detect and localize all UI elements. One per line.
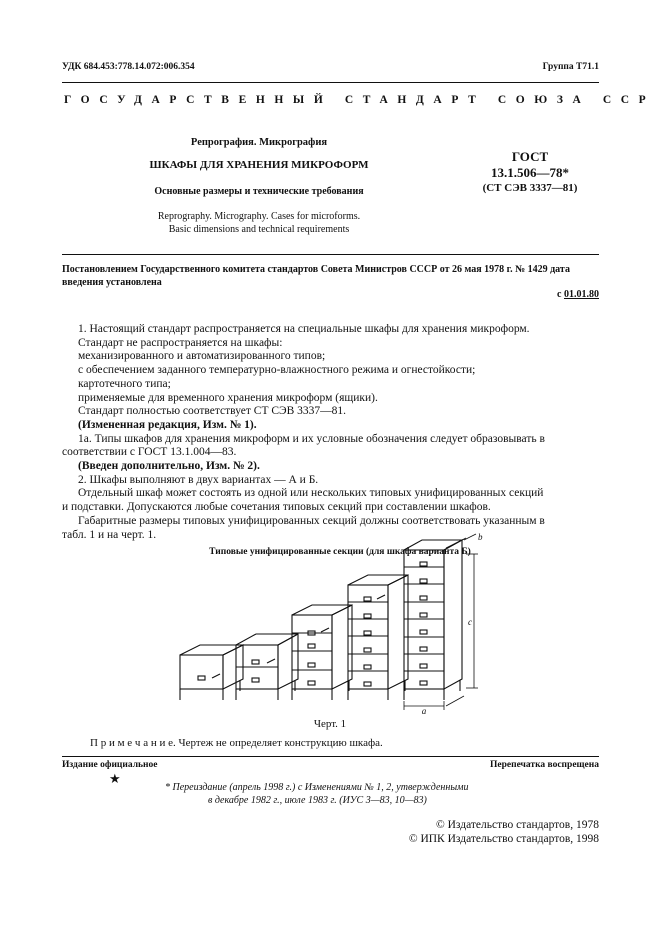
body-line: механизированного и автоматизированного типов;: [78, 350, 326, 363]
cabinet-4-sections: [292, 605, 352, 700]
paragraph-1a: 1а. Типы шкафов для хранения микроформ и их условные обозначения следует образовывать в: [78, 432, 545, 445]
udk-code: УДК 684.453:778.14.072:006.354: [62, 62, 195, 72]
reissue-note-line1: * Переиздание (апрель 1998 г.) с Изменениями № 1, 2, утвержденными: [165, 782, 469, 793]
body-line: применяемые для временного хранения микроформ (ящики).: [78, 391, 378, 404]
body-line: Отдельный шкаф может состоять из одной или нескольких типовых унифицированных секций: [78, 487, 544, 500]
top-divider: [62, 82, 599, 83]
body-line: соответствии с ГОСТ 13.1.004—83.: [62, 446, 237, 459]
date-value: 01.01.80: [564, 289, 599, 300]
dimension-a-label: a: [421, 706, 427, 715]
body-line: Стандарт полностью соответствует СТ СЭВ 3337—81.: [78, 405, 347, 418]
figure-title: Типовые унифицированные секции (для шкафа варианта Б): [209, 547, 471, 557]
amendment-note-2: (Введен дополнительно, Изм. № 2).: [78, 460, 260, 472]
copyright-1998: © ИПК Издательство стандартов, 1998: [408, 833, 599, 845]
st-sev-reference: (СТ СЭВ 3337—81): [482, 182, 578, 194]
document-title: ШКАФЫ ДЛЯ ХРАНЕНИЯ МИКРОФОРМ: [149, 159, 369, 171]
star-icon: ★: [109, 771, 121, 786]
cabinet-8-sections: [404, 540, 462, 700]
paragraph-1: 1. Настоящий стандарт распространяется на специальные шкафы для хранения микроформ.: [78, 323, 530, 335]
copyright-1978: © Издательство стандартов, 1978: [435, 819, 599, 831]
document-subtitle: Основные размеры и технические требования: [154, 186, 364, 197]
title-divider: [62, 254, 599, 255]
dimension-b-label: b: [478, 532, 483, 542]
body-line: картотечного типа;: [78, 377, 171, 390]
english-title-line2: Basic dimensions and technical requirements: [168, 224, 350, 235]
body-line: и подставки. Допускаются любые сочетания типовых секций при составлении шкафов.: [62, 501, 491, 514]
official-edition-label: Издание официальное: [62, 760, 158, 770]
cabinet-1-section: [180, 645, 243, 700]
paragraph-2: 2. Шкафы выполняют в двух вариантах — А и Б.: [78, 473, 319, 486]
decree-text: Постановлением Государственного комитета стандартов Совета Министров СССР от 26 мая 1978 г. № 1429 дата введения установлена: [62, 264, 570, 288]
english-title-line1: Reprography. Micrography. Cases for microforms.: [157, 211, 361, 222]
category-line: Репрография. Микрография: [190, 137, 328, 148]
cabinet-2-sections: [236, 634, 298, 700]
figure-note: П р и м е ч а н и е. Чертеж не определяет конструкцию шкафа.: [90, 737, 383, 749]
body-line: Стандарт не распространяется на шкафы:: [78, 336, 283, 349]
amendment-note-1: (Измененная редакция, Изм. № 1).: [78, 418, 257, 431]
body-line: Габаритные размеры типовых унифицированных секций должны соответствовать указанным в: [78, 514, 545, 527]
dimension-c-label: c: [468, 617, 472, 627]
reprint-prohibited-label: Перепечатка воспрещена: [489, 760, 599, 770]
reissue-note-line2: в декабре 1982 г., июле 1983 г. (ИУС 3—83, 10—83): [208, 795, 427, 806]
figure-caption: Черт. 1: [313, 718, 347, 730]
state-standard-heading: ГОСУДАРСТВЕННЫЙ СТАНДАРТ СОЮЗА ССР: [64, 94, 656, 106]
group-code: Группа Т71.1: [542, 62, 599, 72]
dimension-lines: [404, 534, 478, 710]
date-prefix: с: [557, 289, 562, 300]
cabinet-sections-drawing: [170, 530, 490, 715]
introduction-date: [557, 289, 599, 300]
body-line: с обеспечением заданного температурно-влажностного режима и огнестойкости;: [78, 364, 476, 377]
cabinet-6-sections: [348, 575, 408, 700]
footer-divider: [62, 756, 599, 757]
gost-number: 13.1.506—78*: [491, 165, 569, 180]
gost-label: ГОСТ: [511, 149, 549, 164]
body-line: табл. 1 и на черт. 1.: [62, 528, 157, 541]
